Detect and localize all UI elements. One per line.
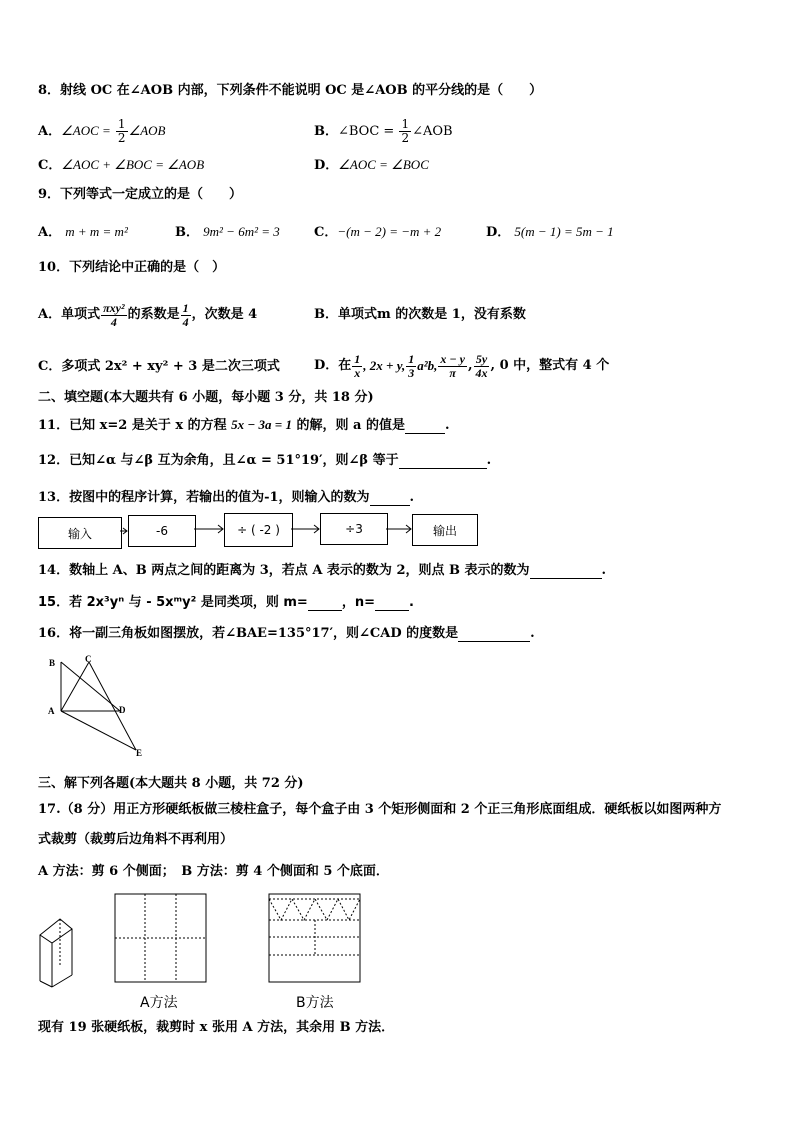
q11-answer-blank[interactable] [405, 433, 445, 434]
flow-step-div-neg2: ÷ ( -2 ) [224, 513, 293, 547]
q8-option-a: A．∠AOC = $\frac{1}{2}$ ∠AOB [38, 117, 166, 145]
q9-stem: 9．下列等式一定成立的是（ ） [38, 187, 243, 202]
label-d: D [119, 705, 126, 715]
q8-option-d: D．∠AOC = ∠BOC [314, 157, 429, 173]
q12: 12．已知∠α 与∠β 互为余角，且∠α = 51°19′，则∠β 等于 . [38, 453, 492, 468]
q9-option-a: A． m + m = m² [38, 224, 128, 240]
label-e: E [136, 748, 143, 758]
method-b-caption: B方法 [296, 995, 334, 1011]
q8-option-c: C．∠AOC + ∠BOC = ∠AOB [38, 157, 205, 173]
section-2-heading: 二、填空题(本大题共有 6 小题，每小题 3 分，共 18 分) [38, 390, 374, 405]
q9-option-c: C．−(m − 2) = −m + 2 [314, 224, 442, 240]
q15-n-blank[interactable] [375, 610, 409, 611]
method-a-figure [114, 893, 208, 985]
label-c: C [85, 654, 92, 664]
q12-answer-blank[interactable] [399, 468, 487, 469]
q16-answer-blank[interactable] [458, 641, 530, 642]
method-a-caption: A方法 [140, 995, 178, 1011]
q16-triangle-figure [40, 654, 150, 758]
q13: 13．按图中的程序计算，若输出的值为-1，则输入的数为 . [38, 490, 415, 505]
label-b: B [49, 658, 56, 668]
q8-stem: 8．射线 OC 在∠AOB 内部，下列条件不能说明 OC 是∠AOB 的平分线的是（ ） [38, 83, 543, 98]
flow-step-div3: ÷3 [320, 513, 388, 545]
q8-option-b: B．∠BOC = $\frac{1}{2}$ ∠AOB [314, 117, 453, 145]
q17-line4: 现有 19 张硬纸板，裁剪时 x 张用 A 方法，其余用 B 方法． [38, 1020, 395, 1035]
q14-answer-blank[interactable] [530, 578, 602, 579]
q11: 11．已知 x=2 是关于 x 的方程 5x − 3a = 1 的解，则 a 的值是 . [38, 417, 450, 433]
flow-output-box: 输出 [412, 514, 478, 546]
q16: 16．将一副三角板如图摆放，若∠BAE=135°17′，则∠CAD 的度数是 . [38, 626, 535, 641]
q14: 14．数轴上 A、B 两点之间的距离为 3，若点 A 表示的数为 2，则点 B 表示的数为 . [38, 563, 607, 578]
q9-option-b: B． 9m² − 6m² = 3 [175, 224, 280, 240]
flow-input-box: 输入 [38, 517, 122, 549]
q10-option-c: C．多项式 2x² + xy² + 3 是二次三项式 [38, 359, 280, 374]
flow-arrows [0, 500, 794, 560]
q15: 15．若 2x³yⁿ 与 - 5xᵐy² 是同类项，则 m= ，n= . [38, 595, 414, 610]
flow-step-minus6: -6 [128, 515, 196, 547]
q17-line1: 17.（8 分）用正方形硬纸板做三棱柱盒子，每个盒子由 3 个矩形侧面和 2 个正三角形底面组成．硬纸板以如图两种方 [38, 802, 722, 817]
section-3-heading: 三、解下列各题(本大题共 8 小题，共 72 分) [38, 776, 304, 791]
q10-stem: 10．下列结论中正确的是（ ） [38, 260, 226, 275]
method-b-figure [268, 893, 362, 985]
prism-figure [38, 915, 78, 991]
q10-option-b: B．单项式m 的次数是 1，没有系数 [314, 307, 526, 322]
q17-line3: A 方法：剪 6 个侧面； B 方法：剪 4 个侧面和 5 个底面． [38, 864, 389, 879]
q9-option-d: D． 5(m − 1) = 5m − 1 [486, 224, 614, 240]
q17-line2: 式裁剪（裁剪后边角料不再利用） [38, 832, 234, 847]
label-a: A [48, 706, 55, 716]
q15-m-blank[interactable] [308, 610, 342, 611]
q10-option-a: A．单项式 $\frac{\text{πxy²}}{4}$ 的系数是 $\frac{1}{4}$ ，次数是 4 [38, 300, 258, 329]
q10-option-d: D．在 $\frac{1}{x}$ , 2x + y, $\frac{1}{3}$ a²b, $\frac{x - y}{\pi}$ , $\frac{5y}{4x}$ , 0 中，整式有 4 个 [314, 351, 610, 380]
